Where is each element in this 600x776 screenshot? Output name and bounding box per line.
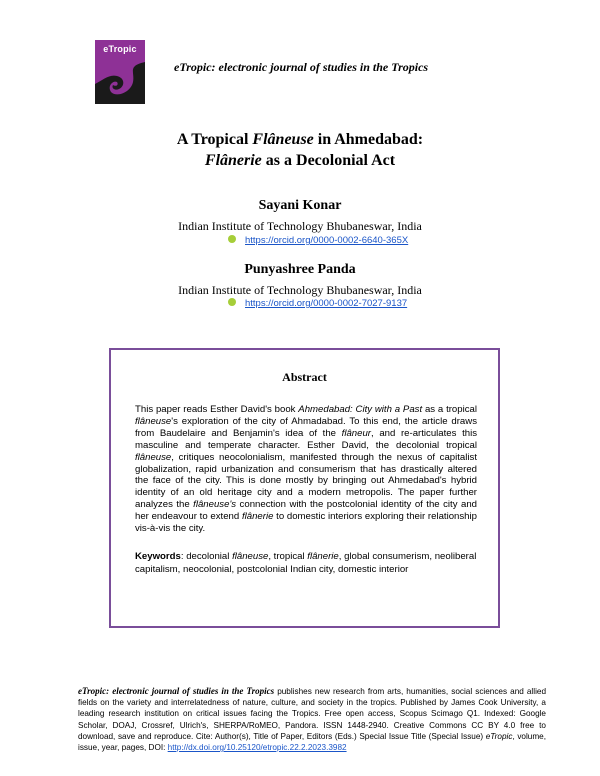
logo-text: eTropic: [103, 44, 137, 54]
orcid-link[interactable]: https://orcid.org/0000-0002-6640-365X: [228, 235, 408, 246]
orcid-link[interactable]: https://orcid.org/0000-0002-7027-9137: [228, 298, 407, 309]
title-line-2: Flânerie as a Decolonial Act: [204, 152, 396, 169]
journal-logo: [95, 40, 145, 104]
author-affiliation: Indian Institute of Technology Bhubaneswar, India: [178, 219, 422, 233]
keywords-label: Keywords: [135, 551, 181, 562]
footer-journal-name: eTropic: electronic journal of studies in the Tropics: [78, 686, 275, 696]
title-line-1: A Tropical Flâneuse in Ahmedabad:: [176, 131, 424, 148]
doi-link[interactable]: http://dx.doi.org/10.25120/etropic.22.2.2023.3982: [167, 743, 347, 753]
journal-header: eTropic: electronic journal of studies in the Tropics: [174, 60, 429, 74]
author-name: Sayani Konar: [258, 198, 342, 213]
orcid-icon: [228, 298, 236, 306]
paper-title: [0, 129, 600, 171]
author-name: Punyashree Panda: [244, 262, 356, 277]
author-affiliation: Indian Institute of Technology Bhubaneswar, India: [178, 283, 422, 297]
abstract-heading: Abstract: [282, 370, 327, 384]
abstract-body: This paper reads Esther David's book Ahmedabad: City with a Past as a tropical flâneuse's exploration of the city of Ahmadabad. To this end, the article draws from Baudelaire and Benjamin's idea of the flâneur, and re-articulates this masculine and temperate character. Esther David, the decolonial tropical flâneuse, critiques neocolonialism, manifested through the nexus of capitalist globalization, rapid urbanization and consumerism that has drastically altered the face of the city. This is done mostly by bringing out Ahmedabad's hybrid identity of an old heritage city and a modern metropolis. The paper further analyzes the flâneuse's connection with the postcolonial identity of the city and her endeavour to extend flânerie to domestic interiors exploring their relationship vis-à-vis the city.: [135, 404, 477, 535]
keywords: Keywords: decolonial flâneuse, tropical flânerie, global consumerism, neoliberal capitalism, neocolonial, postcolonial Indian city, domestic interior: [135, 551, 477, 575]
orcid-icon: [228, 235, 236, 243]
abstract-box: [109, 348, 500, 628]
journal-footer: eTropic: electronic journal of studies in the Tropics publishes new research from arts, humanities, social sciences and allied fields on the variety and interrelatedness of nature, culture, and society in the tropics. Published by James Cook University, a leading research institution on critical issues facing the Tropics. Free open access, Scopus Scimago Q1. Indexed: Google Scholar, DOAJ, Crossref, Ulrich's, SHERPA/RoMEO, Pandora. ISSN 1448-2940. Creative Commons CC BY 4.0 free to download, save and reproduce. Cite: Author(s), Title of Paper, Editors (Eds.) Special Issue Title (Special Issue) eTropic, volume, issue, year, pages, DOI: http://dx.doi.org/10.25120/etropic.22.2.2023.3982: [78, 686, 546, 753]
